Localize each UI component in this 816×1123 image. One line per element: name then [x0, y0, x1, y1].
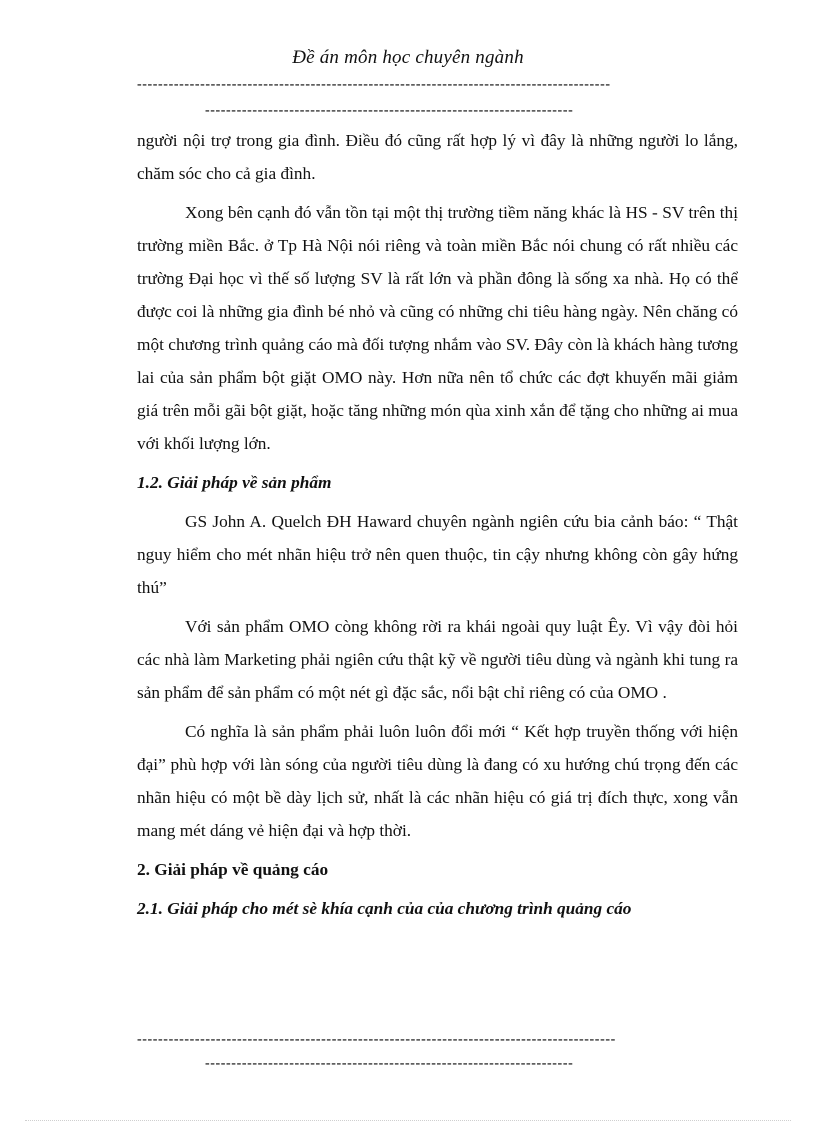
document-body — [137, 124, 738, 931]
page-bottom-divider — [25, 1120, 791, 1121]
paragraph-2: Xong bên cạnh đó vẫn tồn tại một thị trường tiềm năng khác là HS - SV trên thị trường miền Bắc. ở Tp Hà Nội nói riêng và toàn miền Bắc nói chung có rất nhiều các trường Đại học vì thế số lượng SV là rất lớn và phần đông là sống xa nhà. Họ có thể được coi là những gia đình bé nhỏ và cũng có những chi tiêu hàng ngày. Nên chăng có một chương trình quảng cáo mà đối tượng nhắm vào SV. Đây còn là khách hàng tương lai của sản phẩm bột giặt OMO này. Hơn nữa nên tổ chức các đợt khuyến mãi giảm giá trên mỗi gãi bột giặt, hoặc tăng những món qùa xinh xắn để tặng cho những ai mua với khối lượng lớn. — [137, 203, 738, 453]
heading-2-1: 2.1. Giải pháp cho mét sè khía cạnh của của chương trình quảng cáo — [137, 899, 632, 918]
paragraph-1: người nội trợ trong gia đình. Điều đó cũng rất hợp lý vì đây là những người lo lắng, chăm sóc cho cả gia đình. — [137, 131, 738, 183]
footer-rule-line-1: ------------------------------------------------------------------------------------------- — [137, 1032, 616, 1047]
paragraph-5: Có nghĩa là sản phẩm phải luôn luôn đổi mới “ Kết hợp truyền thống với hiện đại” phù hợp với làn sóng của người tiêu dùng là đang có xu hướng chú trọng đến các nhãn hiệu có một bề dày lịch sử, nhất là các nhãn hiệu có giá trị đích thực, xong vẫn mang mét dáng vẻ hiện đại và hợp thời. — [137, 722, 738, 840]
footer-rule-line-2: ---------------------------------------------------------------------- — [205, 1056, 574, 1071]
page-header-title: Đề án môn học chuyên ngành — [292, 47, 524, 68]
heading-1-2: 1.2. Giải pháp về sản phẩm — [137, 473, 332, 492]
paragraph-4: Với sản phẩm OMO còng không rời ra khái ngoài quy luật Êy. Vì vậy đòi hỏi các nhà làm Marketing phải ngiên cứu thật kỹ về người tiêu dùng và ngành khi tung ra sản phẩm để sản phẩm có một nét gì đặc sắc, nổi bật chỉ riêng có của OMO . — [137, 617, 738, 702]
header-rule-line-1: ------------------------------------------------------------------------------------------ — [137, 77, 611, 92]
header-rule-line-2: ---------------------------------------------------------------------- — [205, 103, 574, 118]
paragraph-3: GS John A. Quelch ĐH Haward chuyên ngành ngiên cứu bia cảnh báo: “ Thật nguy hiểm cho mét nhãn hiệu trở nên quen thuộc, tin cậy nhưng không còn gây hứng thú” — [137, 512, 738, 597]
heading-2: 2. Giải pháp về quảng cáo — [137, 860, 329, 879]
